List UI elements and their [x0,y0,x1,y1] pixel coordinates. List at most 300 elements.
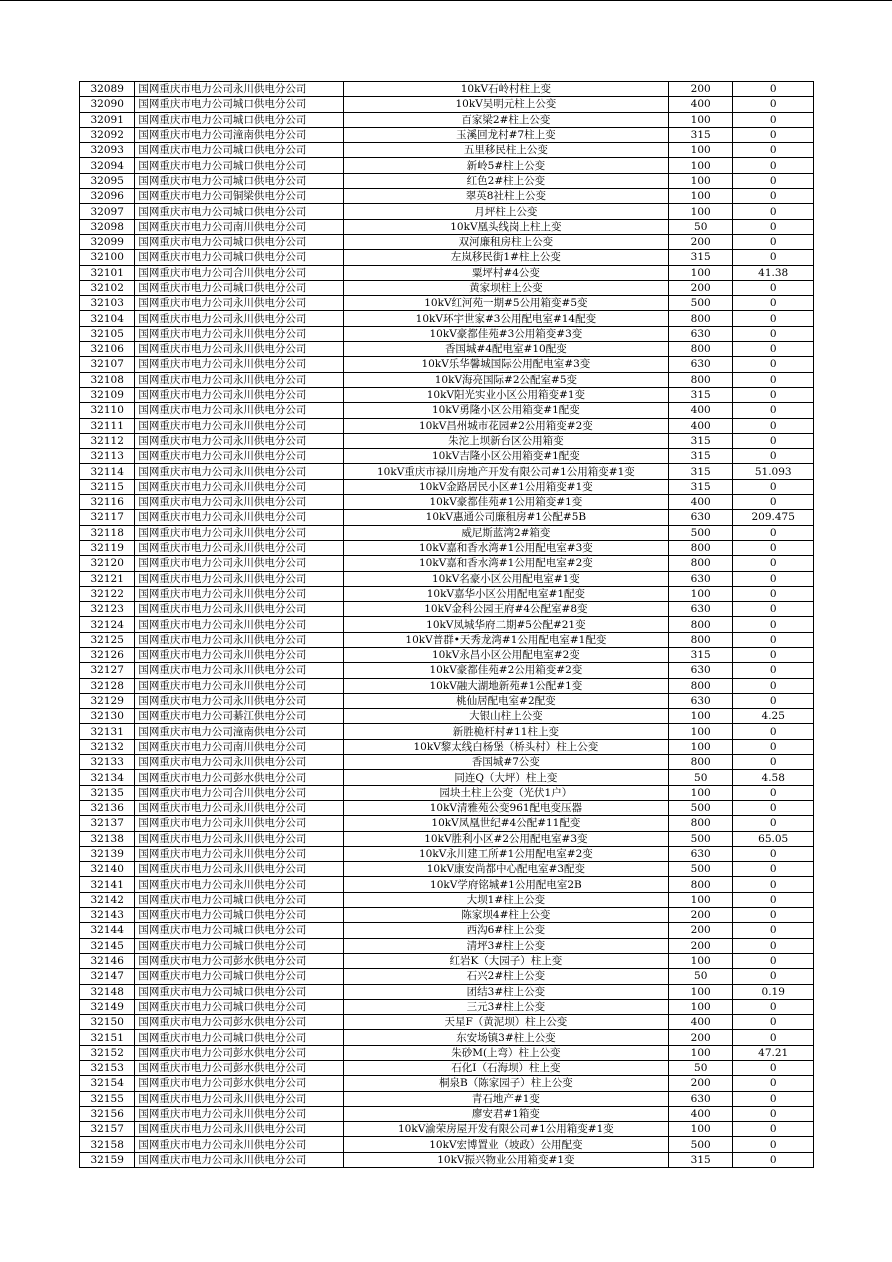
cell-id: 32102 [80,280,135,295]
table-row [80,724,814,739]
cell-transformer-name: 红岩K（大园子）柱上变 [343,953,668,968]
table-row [80,816,814,831]
cell-value: 0 [733,342,814,357]
cell-transformer-name: 10kV吉隆小区公用箱变#1配变 [343,449,668,464]
cell-transformer-name: 10kV凤城华府二期#5公配#21变 [343,617,668,632]
table-row [80,571,814,586]
cell-capacity: 315 [668,387,732,402]
cell-value: 0 [733,602,814,617]
cell-transformer-name: 10kV豪都佳苑#3公用箱变#3变 [343,326,668,341]
table-row [80,418,814,433]
cell-transformer-name: 10kV凤凰世纪#4公配#11配变 [343,816,668,831]
cell-value: 4.25 [733,709,814,724]
cell-capacity: 630 [668,571,732,586]
cell-capacity: 630 [668,663,732,678]
cell-capacity: 800 [668,678,732,693]
cell-company: 国网重庆市电力公司永川供电分公司 [135,632,343,647]
table-row [80,143,814,158]
cell-transformer-name: 左岚移民街1#柱上公变 [343,250,668,265]
cell-transformer-name: 三元3#柱上公变 [343,999,668,1014]
cell-capacity: 100 [668,189,732,204]
table-row [80,632,814,647]
cell-company: 国网重庆市电力公司永川供电分公司 [135,311,343,326]
table-row [80,969,814,984]
cell-id: 32134 [80,770,135,785]
cell-company: 国网重庆市电力公司永川供电分公司 [135,678,343,693]
cell-id: 32117 [80,510,135,525]
cell-capacity: 500 [668,800,732,815]
cell-company: 国网重庆市电力公司城口供电分公司 [135,143,343,158]
cell-transformer-name: 10kV宏博置业（坡政）公用配变 [343,1137,668,1152]
table-row [80,586,814,601]
cell-capacity: 315 [668,479,732,494]
cell-capacity: 630 [668,510,732,525]
cell-company: 国网重庆市电力公司永川供电分公司 [135,296,343,311]
cell-transformer-name: 10kV石岭村柱上变 [343,82,668,97]
table-row [80,908,814,923]
cell-capacity: 400 [668,97,732,112]
cell-value: 0 [733,632,814,647]
cell-company: 国网重庆市电力公司永川供电分公司 [135,816,343,831]
table-row [80,173,814,188]
cell-value: 0 [733,908,814,923]
cell-capacity: 200 [668,280,732,295]
table-row [80,953,814,968]
cell-company: 国网重庆市电力公司彭水供电分公司 [135,1045,343,1060]
cell-id: 32097 [80,204,135,219]
cell-value: 0 [733,1030,814,1045]
cell-company: 国网重庆市电力公司永川供电分公司 [135,342,343,357]
cell-company: 国网重庆市电力公司彭水供电分公司 [135,1061,343,1076]
cell-capacity: 100 [668,953,732,968]
cell-id: 32153 [80,1061,135,1076]
table-row [80,326,814,341]
cell-capacity: 400 [668,1106,732,1121]
cell-transformer-name: 10kV豪都佳苑#1公用箱变#1变 [343,495,668,510]
cell-capacity: 315 [668,647,732,662]
cell-id: 32111 [80,418,135,433]
cell-id: 32138 [80,831,135,846]
cell-capacity: 630 [668,602,732,617]
cell-transformer-name: 10kV胜利小区#2公用配电室#3变 [343,831,668,846]
table-row [80,984,814,999]
table-row [80,755,814,770]
cell-company: 国网重庆市电力公司城口供电分公司 [135,923,343,938]
table-row [80,556,814,571]
cell-value: 0 [733,219,814,234]
cell-capacity: 100 [668,173,732,188]
cell-capacity: 200 [668,1076,732,1091]
cell-company: 国网重庆市电力公司永川供电分公司 [135,1106,343,1121]
cell-value: 0 [733,372,814,387]
cell-company: 国网重庆市电力公司永川供电分公司 [135,846,343,861]
table-row [80,923,814,938]
table-row [80,739,814,754]
cell-transformer-name: 天星F（黄泥坝）柱上公变 [343,1015,668,1030]
table-row [80,785,814,800]
table-row [80,127,814,142]
cell-capacity: 200 [668,908,732,923]
table-row [80,647,814,662]
cell-capacity: 50 [668,219,732,234]
cell-capacity: 800 [668,342,732,357]
cell-value: 0 [733,204,814,219]
cell-company: 国网重庆市电力公司彭水供电分公司 [135,1015,343,1030]
table-row [80,525,814,540]
cell-value: 0 [733,862,814,877]
cell-company: 国网重庆市电力公司潼南供电分公司 [135,724,343,739]
cell-id: 32132 [80,739,135,754]
cell-id: 32093 [80,143,135,158]
cell-capacity: 315 [668,250,732,265]
table-row [80,433,814,448]
table-row [80,265,814,280]
cell-capacity: 630 [668,846,732,861]
cell-transformer-name: 红色2#柱上公变 [343,173,668,188]
cell-transformer-name: 10kV勇隆小区公用箱变#1配变 [343,403,668,418]
cell-transformer-name: 10kV永川建工所#1公用配电室#2变 [343,846,668,861]
cell-value: 0 [733,556,814,571]
cell-transformer-name: 10kV融大湖地新苑#1公配#1变 [343,678,668,693]
cell-value: 0 [733,449,814,464]
cell-id: 32109 [80,387,135,402]
cell-transformer-name: 翠英8社柱上公变 [343,189,668,204]
cell-id: 32147 [80,969,135,984]
cell-value: 0 [733,479,814,494]
cell-value: 0 [733,418,814,433]
cell-id: 32139 [80,846,135,861]
table-body [80,82,814,1168]
cell-id: 32133 [80,755,135,770]
cell-value: 0 [733,495,814,510]
data-table [79,81,814,1168]
cell-company: 国网重庆市电力公司永川供电分公司 [135,1137,343,1152]
cell-id: 32144 [80,923,135,938]
cell-value: 0 [733,647,814,662]
cell-transformer-name: 百家梁2#柱上公变 [343,112,668,127]
cell-company: 国网重庆市电力公司合川供电分公司 [135,265,343,280]
cell-id: 32100 [80,250,135,265]
cell-value: 0 [733,250,814,265]
table-row [80,999,814,1014]
cell-value: 0 [733,892,814,907]
cell-id: 32112 [80,433,135,448]
cell-transformer-name: 10kV嘉和香水湾#1公用配电室#3变 [343,540,668,555]
cell-capacity: 100 [668,892,732,907]
cell-transformer-name: 玉溪回龙村#7柱上变 [343,127,668,142]
cell-company: 国网重庆市电力公司永川供电分公司 [135,479,343,494]
cell-value: 0 [733,571,814,586]
cell-capacity: 200 [668,923,732,938]
cell-company: 国网重庆市电力公司綦江供电分公司 [135,709,343,724]
cell-capacity: 400 [668,418,732,433]
cell-id: 32098 [80,219,135,234]
cell-capacity: 100 [668,785,732,800]
cell-value: 4.58 [733,770,814,785]
cell-value: 47.21 [733,1045,814,1060]
cell-transformer-name: 西沟6#柱上公变 [343,923,668,938]
cell-id: 32122 [80,586,135,601]
cell-id: 32105 [80,326,135,341]
table-row [80,846,814,861]
page-top-rule [0,0,892,1]
cell-company: 国网重庆市电力公司彭水供电分公司 [135,1076,343,1091]
cell-id: 32158 [80,1137,135,1152]
cell-company: 国网重庆市电力公司永川供电分公司 [135,800,343,815]
cell-company: 国网重庆市电力公司铜梁供电分公司 [135,189,343,204]
table-row [80,449,814,464]
cell-company: 国网重庆市电力公司永川供电分公司 [135,693,343,708]
cell-capacity: 100 [668,709,732,724]
cell-transformer-name: 10kV康安尚都中心配电室#3配变 [343,862,668,877]
cell-transformer-name: 10kV清雅苑公变961配电变压器 [343,800,668,815]
cell-id: 32096 [80,189,135,204]
cell-id: 32137 [80,816,135,831]
cell-company: 国网重庆市电力公司永川供电分公司 [135,418,343,433]
cell-transformer-name: 香国城#7公变 [343,755,668,770]
table-row [80,357,814,372]
table-row [80,770,814,785]
cell-id: 32152 [80,1045,135,1060]
cell-transformer-name: 朱砂M(上弯）柱上公变 [343,1045,668,1060]
cell-transformer-name: 10kV名豪小区公用配电室#1变 [343,571,668,586]
cell-company: 国网重庆市电力公司永川供电分公司 [135,540,343,555]
cell-value: 0 [733,433,814,448]
cell-company: 国网重庆市电力公司城口供电分公司 [135,204,343,219]
cell-id: 32092 [80,127,135,142]
cell-id: 32126 [80,647,135,662]
table-row [80,342,814,357]
cell-id: 32131 [80,724,135,739]
cell-value: 0 [733,953,814,968]
cell-company: 国网重庆市电力公司永川供电分公司 [135,449,343,464]
cell-id: 32124 [80,617,135,632]
table-row [80,234,814,249]
cell-company: 国网重庆市电力公司永川供电分公司 [135,82,343,97]
cell-capacity: 800 [668,632,732,647]
cell-value: 0 [733,189,814,204]
cell-capacity: 50 [668,969,732,984]
cell-transformer-name: 桃仙居配电室#2配变 [343,693,668,708]
table-row [80,693,814,708]
table-row [80,280,814,295]
cell-id: 32128 [80,678,135,693]
cell-company: 国网重庆市电力公司南川供电分公司 [135,219,343,234]
cell-company: 国网重庆市电力公司城口供电分公司 [135,1030,343,1045]
cell-id: 32113 [80,449,135,464]
cell-value: 0 [733,1076,814,1091]
cell-transformer-name: 10kV永昌小区公用配电室#2变 [343,647,668,662]
cell-value: 0 [733,387,814,402]
cell-value: 0 [733,724,814,739]
table-row [80,112,814,127]
cell-id: 32099 [80,234,135,249]
cell-capacity: 100 [668,999,732,1014]
table-row [80,1061,814,1076]
cell-company: 国网重庆市电力公司永川供电分公司 [135,556,343,571]
cell-value: 0 [733,82,814,97]
cell-transformer-name: 粟坪村#4公变 [343,265,668,280]
cell-id: 32125 [80,632,135,647]
cell-id: 32095 [80,173,135,188]
cell-transformer-name: 10kV金路居民小区#1公用箱变#1变 [343,479,668,494]
cell-company: 国网重庆市电力公司城口供电分公司 [135,158,343,173]
table-row [80,1091,814,1106]
cell-value: 0 [733,877,814,892]
cell-capacity: 315 [668,449,732,464]
cell-transformer-name: 大银山柱上公变 [343,709,668,724]
table-row [80,204,814,219]
cell-company: 国网重庆市电力公司永川供电分公司 [135,617,343,632]
cell-id: 32120 [80,556,135,571]
cell-id: 32123 [80,602,135,617]
cell-value: 0 [733,1152,814,1167]
cell-value: 0 [733,800,814,815]
cell-id: 32127 [80,663,135,678]
cell-company: 国网重庆市电力公司彭水供电分公司 [135,770,343,785]
table-row [80,938,814,953]
cell-value: 0 [733,357,814,372]
cell-transformer-name: 五里移民柱上公变 [343,143,668,158]
cell-capacity: 200 [668,82,732,97]
cell-value: 0 [733,785,814,800]
cell-value: 65.05 [733,831,814,846]
cell-transformer-name: 园块土柱上公变（光伏1户） [343,785,668,800]
cell-id: 32157 [80,1122,135,1137]
cell-id: 32103 [80,296,135,311]
cell-id: 32130 [80,709,135,724]
table-row [80,387,814,402]
cell-value: 0 [733,296,814,311]
cell-id: 32142 [80,892,135,907]
cell-company: 国网重庆市电力公司永川供电分公司 [135,602,343,617]
cell-company: 国网重庆市电力公司永川供电分公司 [135,403,343,418]
cell-id: 32140 [80,862,135,877]
cell-capacity: 800 [668,877,732,892]
cell-company: 国网重庆市电力公司永川供电分公司 [135,755,343,770]
cell-capacity: 200 [668,1030,732,1045]
cell-value: 0 [733,923,814,938]
cell-id: 32114 [80,464,135,479]
table-row [80,372,814,387]
cell-capacity: 500 [668,525,732,540]
cell-capacity: 200 [668,234,732,249]
cell-transformer-name: 10kV重庆市禄川房地产开发有限公司#1公用箱变#1变 [343,464,668,479]
cell-id: 32110 [80,403,135,418]
cell-value: 0 [733,158,814,173]
cell-capacity: 200 [668,938,732,953]
table-row [80,1045,814,1060]
cell-id: 32119 [80,540,135,555]
table-row [80,1106,814,1121]
cell-value: 0 [733,816,814,831]
table-row [80,877,814,892]
table-row [80,1122,814,1137]
cell-capacity: 50 [668,1061,732,1076]
cell-value: 0 [733,311,814,326]
cell-value: 51.093 [733,464,814,479]
table-row [80,540,814,555]
cell-id: 32136 [80,800,135,815]
cell-company: 国网重庆市电力公司彭水供电分公司 [135,953,343,968]
table-row [80,1137,814,1152]
cell-capacity: 400 [668,403,732,418]
cell-company: 国网重庆市电力公司城口供电分公司 [135,173,343,188]
cell-transformer-name: 廖安君#1箱变 [343,1106,668,1121]
cell-company: 国网重庆市电力公司城口供电分公司 [135,984,343,999]
cell-id: 32156 [80,1106,135,1121]
cell-capacity: 100 [668,143,732,158]
cell-transformer-name: 团结3#柱上公变 [343,984,668,999]
cell-company: 国网重庆市电力公司永川供电分公司 [135,862,343,877]
cell-capacity: 100 [668,586,732,601]
cell-value: 0 [733,938,814,953]
cell-company: 国网重庆市电力公司永川供电分公司 [135,571,343,586]
table-row [80,510,814,525]
cell-value: 0 [733,112,814,127]
cell-capacity: 100 [668,1122,732,1137]
cell-value: 0 [733,663,814,678]
cell-transformer-name: 石化I（石海坝）柱上变 [343,1061,668,1076]
cell-capacity: 100 [668,204,732,219]
cell-id: 32145 [80,938,135,953]
cell-id: 32107 [80,357,135,372]
cell-capacity: 100 [668,265,732,280]
cell-transformer-name: 10kV豪都佳苑#2公用箱变#2变 [343,663,668,678]
cell-id: 32155 [80,1091,135,1106]
cell-value: 0 [733,326,814,341]
cell-capacity: 630 [668,693,732,708]
table-row [80,663,814,678]
cell-id: 32108 [80,372,135,387]
cell-transformer-name: 10kV乐华馨城国际公用配电室#3变 [343,357,668,372]
cell-company: 国网重庆市电力公司城口供电分公司 [135,999,343,1014]
cell-company: 国网重庆市电力公司永川供电分公司 [135,357,343,372]
table-row [80,709,814,724]
cell-company: 国网重庆市电力公司城口供电分公司 [135,250,343,265]
cell-company: 国网重庆市电力公司永川供电分公司 [135,1091,343,1106]
cell-transformer-name: 青石地产#1变 [343,1091,668,1106]
table-row [80,403,814,418]
cell-id: 32090 [80,97,135,112]
cell-transformer-name: 同连Q（大坪）柱上变 [343,770,668,785]
table-row [80,311,814,326]
cell-company: 国网重庆市电力公司永川供电分公司 [135,586,343,601]
cell-company: 国网重庆市电力公司永川供电分公司 [135,372,343,387]
cell-id: 32106 [80,342,135,357]
cell-transformer-name: 10kV昌州城市花园#2公用箱变#2变 [343,418,668,433]
cell-capacity: 400 [668,495,732,510]
cell-company: 国网重庆市电力公司永川供电分公司 [135,495,343,510]
cell-transformer-name: 10kV振兴物业公用箱变#1变 [343,1152,668,1167]
cell-capacity: 630 [668,326,732,341]
cell-company: 国网重庆市电力公司永川供电分公司 [135,663,343,678]
cell-id: 32091 [80,112,135,127]
cell-value: 0 [733,1106,814,1121]
cell-id: 32149 [80,999,135,1014]
cell-id: 32101 [80,265,135,280]
cell-value: 41.38 [733,265,814,280]
cell-company: 国网重庆市电力公司永川供电分公司 [135,387,343,402]
cell-capacity: 100 [668,984,732,999]
cell-company: 国网重庆市电力公司南川供电分公司 [135,739,343,754]
cell-company: 国网重庆市电力公司永川供电分公司 [135,647,343,662]
table-row [80,158,814,173]
cell-transformer-name: 10kV嘉华小区公用配电室#1配变 [343,586,668,601]
cell-capacity: 800 [668,816,732,831]
cell-capacity: 315 [668,1152,732,1167]
table-row [80,250,814,265]
